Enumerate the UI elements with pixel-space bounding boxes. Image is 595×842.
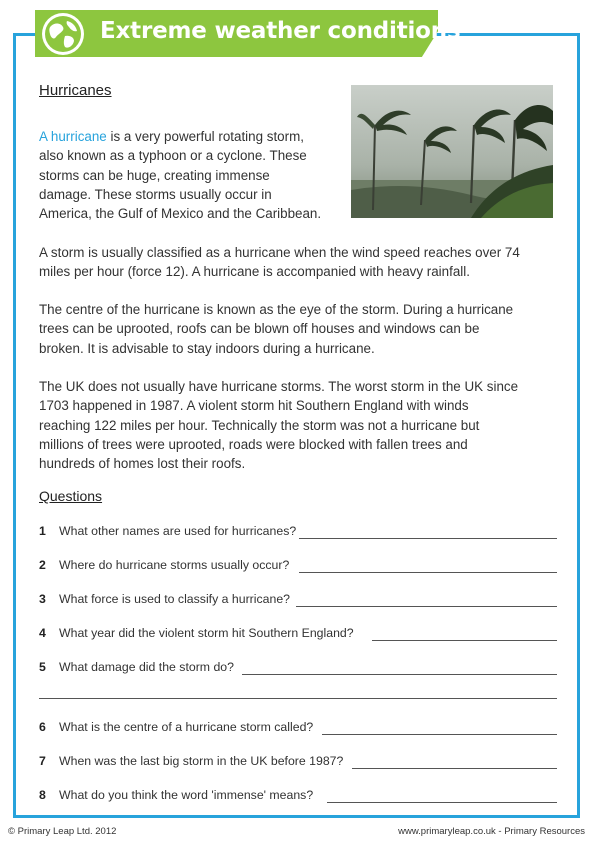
intro-line: A hurricane is a very powerful rotating storm, — [39, 129, 304, 144]
answer-line[interactable] — [296, 606, 557, 607]
questions-heading: Questions — [39, 488, 103, 504]
question-text: What other names are used for hurricanes? — [59, 524, 297, 538]
question-number: 8 — [39, 788, 46, 802]
page-title: Extreme weather conditions — [100, 18, 461, 44]
question-row — [39, 754, 557, 774]
section-heading: Hurricanes — [39, 82, 112, 99]
question-text: What force is used to classify a hurricane? — [59, 592, 291, 606]
question-row — [39, 558, 557, 578]
paragraph: A storm is usually classified as a hurricane when the wind speed reaches over 74 miles per hour (force 12). A hurricane is accompanied with heavy rainfall. — [39, 245, 520, 280]
question-row — [39, 626, 557, 646]
answer-line[interactable] — [242, 674, 557, 675]
answer-line[interactable] — [327, 802, 557, 803]
copyright-text: © Primary Leap Ltd. 2012 — [8, 826, 117, 837]
answer-line[interactable] — [299, 538, 557, 539]
intro-line: also known as a typhoon or a cyclone. These — [39, 148, 307, 164]
question-row — [39, 524, 557, 544]
question-text: What do you think the word 'immense' means? — [59, 788, 314, 802]
intro-line: America, the Gulf of Mexico and the Caribbean. — [39, 206, 322, 222]
question-text: What year did the violent storm hit Southern England? — [59, 626, 354, 640]
answer-line[interactable] — [352, 768, 557, 769]
question-row — [39, 660, 557, 680]
highlight-term: A hurricane — [39, 129, 107, 144]
question-text: When was the last big storm in the UK before 1987? — [59, 754, 344, 768]
answer-line[interactable] — [299, 572, 557, 573]
website-link[interactable]: www.primaryleap.co.uk - Primary Resources — [398, 826, 585, 837]
paragraph: The UK does not usually have hurricane storms. The worst storm in the UK since 1703 happened in 1987. A violent storm hit Southern England with winds reaching 122 miles per hour. Technically the storm was not a hurricane but millions of trees were uprooted, roads were blocked with fallen trees and hundreds of homes lost their roofs. — [39, 379, 519, 472]
question-text: What damage did the storm do? — [59, 660, 234, 674]
question-number: 4 — [39, 626, 46, 640]
question-number: 3 — [39, 592, 46, 606]
question-number: 1 — [39, 524, 46, 538]
question-number: 6 — [39, 720, 46, 734]
answer-line[interactable] — [322, 734, 557, 735]
paragraph: The centre of the hurricane is known as the eye of the storm. During a hurricane trees can be uprooted, roofs can be blown off houses and windows can be broken. It is advisable to stay indoors during a hurricane. — [39, 302, 514, 356]
intro-paragraph — [39, 127, 321, 223]
globe-icon — [41, 12, 85, 56]
question-number: 5 — [39, 660, 46, 674]
question-text: What is the centre of a hurricane storm called? — [59, 720, 314, 734]
question-row — [39, 592, 557, 612]
question-row — [39, 788, 557, 808]
question-number: 2 — [39, 558, 46, 572]
hurricane-photo — [351, 85, 553, 218]
question-number: 7 — [39, 754, 46, 768]
intro-line: storms can be huge, creating immense — [39, 167, 270, 183]
question-text: Where do hurricane storms usually occur? — [59, 558, 290, 572]
answer-line[interactable] — [372, 640, 557, 641]
question-row — [39, 720, 557, 740]
answer-line[interactable] — [39, 698, 557, 699]
intro-line: damage. These storms usually occur in — [39, 186, 272, 202]
